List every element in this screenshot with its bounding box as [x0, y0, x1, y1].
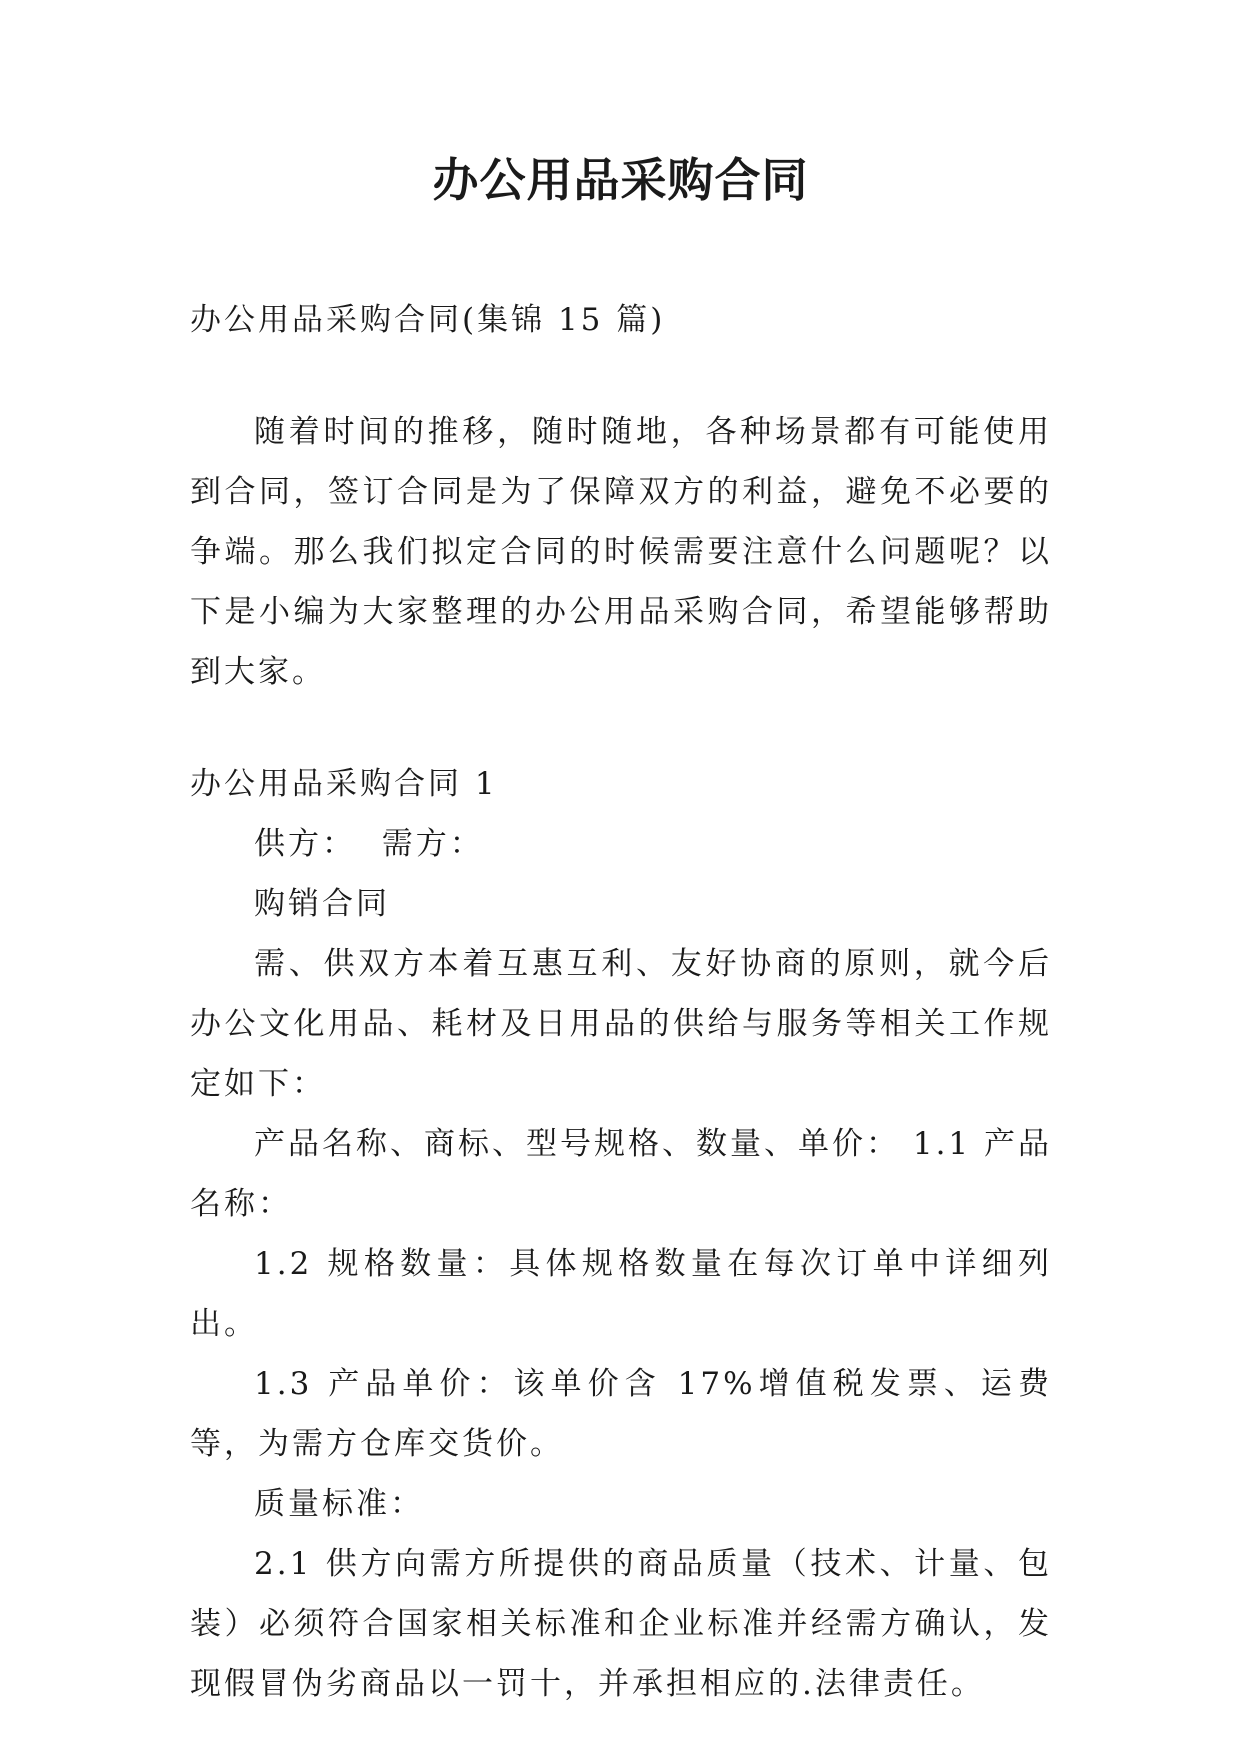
- spacer: [190, 702, 1052, 754]
- spacer: [190, 350, 1052, 402]
- intro-paragraph: 随着时间的推移，随时随地，各种场景都有可能使用到合同，签订合同是为了保障双方的利益，避免不必要的争端。那么我们拟定合同的时候需要注意什么问题呢？以下是小编为大家整理的办公用品采购合同，希望能够帮助到大家。: [190, 414, 1052, 690]
- section-heading: 办公用品采购合同 1: [190, 766, 498, 802]
- document-body: [190, 290, 1052, 1714]
- contract-type: 购销合同: [254, 886, 390, 922]
- clause-2: 质量标准：: [254, 1486, 424, 1522]
- clause-1-2: 1.2 规格数量：具体规格数量在每次订单中详细列出。: [190, 1246, 1052, 1342]
- clause-2-1: 2.1 供方向需方所提供的商品质量（技术、计量、包装）必须符合国家相关标准和企业标准并经需方确认，发现假冒伪劣商品以一罚十，并承担相应的.法律责任。: [190, 1546, 1052, 1702]
- clause-1-3: 1.3 产品单价：该单价含 17%增值税发票、运费等，为需方仓库交货价。: [190, 1366, 1052, 1462]
- document-subtitle: 办公用品采购合同(集锦 15 篇): [190, 302, 666, 338]
- parties-line: 供方： 需方：: [254, 826, 484, 862]
- document-title: 办公用品采购合同: [432, 153, 809, 207]
- clause-1: 产品名称、商标、型号规格、数量、单价： 1.1 产品名称：: [190, 1126, 1053, 1222]
- preamble-paragraph: 需、供双方本着互惠互利、友好协商的原则，就今后办公文化用品、耗材及日用品的供给与服务等相关工作规定如下：: [190, 946, 1052, 1102]
